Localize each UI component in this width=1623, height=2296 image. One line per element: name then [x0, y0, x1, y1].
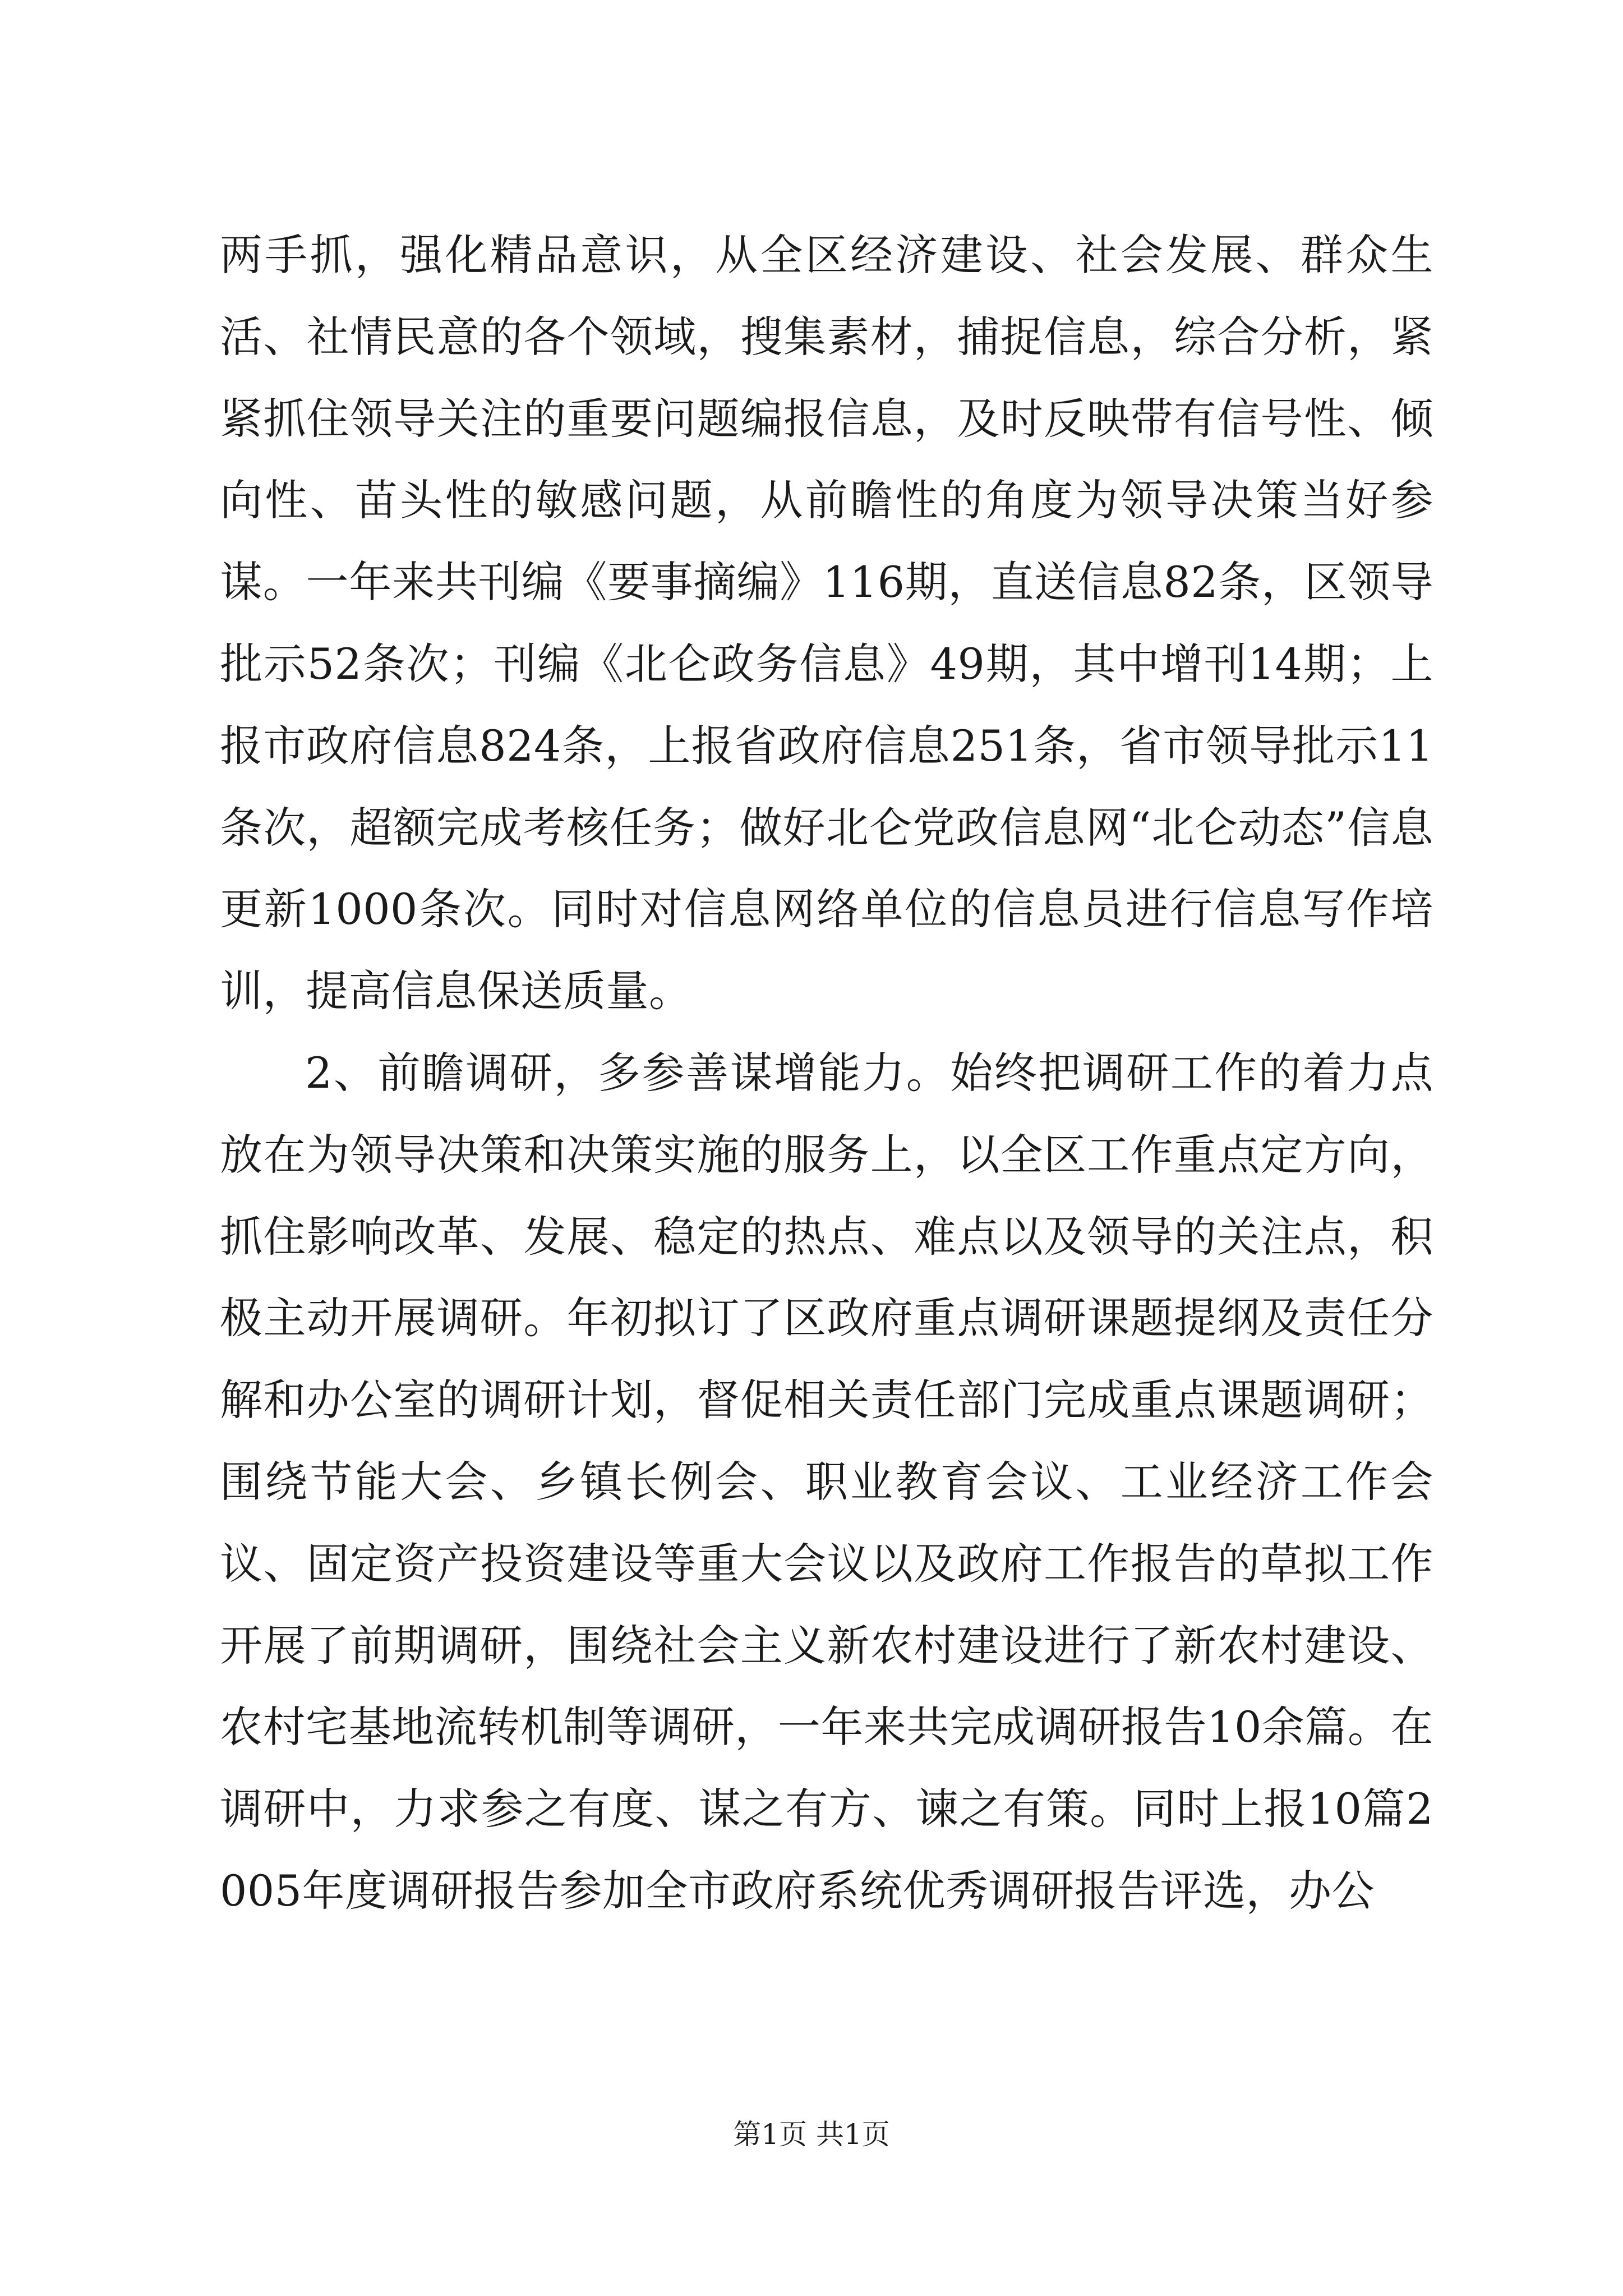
paragraph-information-work: 两手抓，强化精品意识，从全区经济建设、社会发展、群众生活、社情民意的各个领域，搜集素材，捕捉信息，综合分析，紧紧抓住领导关注的重要问题编报信息，及时反映带有信号性、倾向性、苗头性的敏感问题，从前瞻性的角度为领导决策当好参谋。一年来共刊编《要事摘编》116期，直送信息82条，区领导批示52条次；刊编《北仑政务信息》49期，其中增刊14期；上报市政府信息824条，上报省政府信息251条，省市领导批示11条次，超额完成考核任务；做好北仑党政信息网“北仑动态”信息更新1000条次。同时对信息网络单位的信息员进行信息写作培训，提高信息保送质量。: [220, 230, 1433, 1016]
paragraph-research-work: 2、前瞻调研，多参善谋增能力。始终把调研工作的着力点放在为领导决策和决策实施的服务上，以全区工作重点定方向，抓住影响改革、发展、稳定的热点、难点以及领导的关注点，积极主动开展调研。年初拟订了区政府重点调研课题提纲及责任分解和办公室的调研计划，督促相关责任部门完成重点课题调研；围绕节能大会、乡镇长例会、职业教育会议、工业经济工作会议、固定资产投资建设等重大会议以及政府工作报告的草拟工作开展了前期调研，围绕社会主义新农村建设进行了新农村建设、农村宅基地流转机制等调研，一年来共完成调研报告10余篇。在调研中，力求参之有度、谋之有方、谏之有策。同时上报10篇2005年度调研报告参加全市政府系统优秀调研报告评选，办公: [220, 1047, 1433, 1916]
document-body: [220, 214, 1433, 1932]
page-number-footer: 第1页 共1页: [733, 2118, 890, 2151]
